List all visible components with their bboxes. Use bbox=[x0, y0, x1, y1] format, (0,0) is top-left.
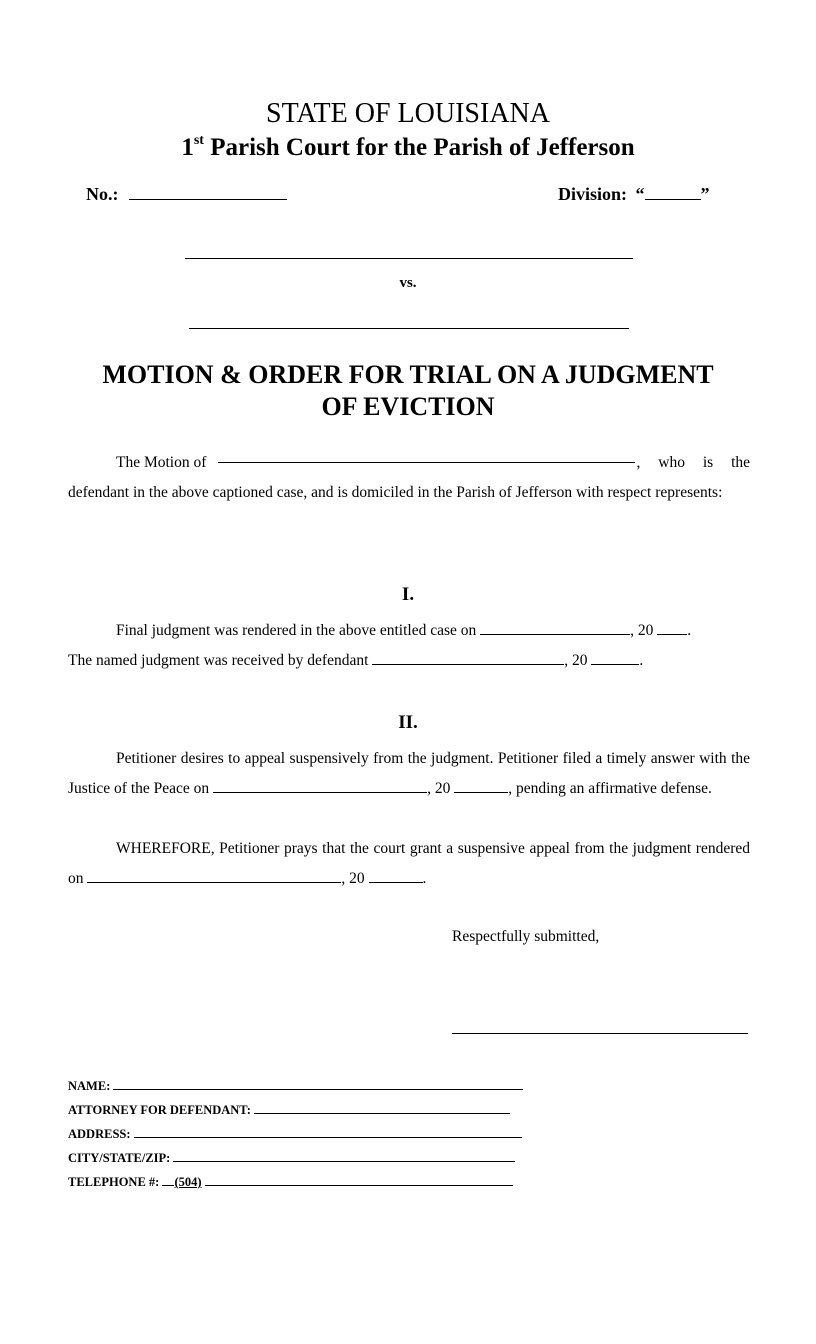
area-code: (504) bbox=[174, 1175, 202, 1189]
defendant-line[interactable] bbox=[189, 328, 629, 329]
plaintiff-line[interactable] bbox=[185, 258, 633, 259]
pending-text: , pending an affirmative defense. bbox=[508, 780, 712, 797]
case-number-field[interactable] bbox=[129, 185, 287, 200]
address-label: ADDRESS: bbox=[68, 1127, 131, 1141]
court-heading bbox=[0, 133, 816, 163]
case-number-label: No.: bbox=[86, 184, 119, 204]
respectfully-submitted: Respectfully submitted, bbox=[452, 928, 600, 945]
case-number-row bbox=[86, 183, 287, 205]
state-heading: STATE OF LOUISIANA bbox=[266, 98, 550, 129]
court-superscript: st bbox=[193, 133, 204, 148]
attorney-label: ATTORNEY FOR DEFENDANT: bbox=[68, 1103, 251, 1117]
attorney-info-block bbox=[68, 1074, 523, 1194]
division-row bbox=[558, 183, 710, 205]
court-name: Parish Court for the Parish of Jefferson bbox=[203, 134, 635, 161]
wherefore-text: WHEREFORE, Petitioner prays that the court grant a suspensive appeal from the judgment rendered on bbox=[68, 840, 750, 887]
judgment-year-field[interactable] bbox=[657, 622, 687, 635]
name-field[interactable] bbox=[113, 1079, 523, 1090]
telephone-label: TELEPHONE #: bbox=[68, 1175, 160, 1189]
attorney-row bbox=[68, 1098, 523, 1122]
desires-text: Petitioner desires to appeal suspensively from the judgment. Petitioner filed a timely answer with the Justice of the Peace on bbox=[68, 750, 750, 797]
period-b: . bbox=[639, 652, 644, 669]
name-label: NAME: bbox=[68, 1079, 111, 1093]
name-row bbox=[68, 1074, 523, 1098]
intro-paragraph bbox=[68, 448, 750, 508]
appeal-paragraph bbox=[68, 744, 750, 804]
telephone-row bbox=[68, 1170, 523, 1194]
wherefore-paragraph bbox=[68, 834, 750, 894]
attorney-field[interactable] bbox=[254, 1103, 510, 1114]
telephone-field[interactable] bbox=[205, 1175, 513, 1186]
answer-year-field[interactable] bbox=[454, 780, 508, 793]
year-prefix-b: , 20 bbox=[564, 652, 588, 669]
rendered-year-field[interactable] bbox=[369, 870, 423, 883]
city-row bbox=[68, 1146, 523, 1170]
court-ordinal: 1 bbox=[181, 134, 194, 161]
intro-rest: defendant in the above captioned case, and is domiciled in the Parish of Jefferson with respect represents: bbox=[68, 484, 723, 501]
received-year-field[interactable] bbox=[591, 652, 639, 665]
year-prefix-answer: , 20 bbox=[427, 780, 451, 797]
telephone-prefix-line bbox=[162, 1175, 174, 1186]
received-text: The named judgment was received by defendant bbox=[68, 652, 369, 669]
division-field[interactable] bbox=[645, 185, 701, 200]
final-judgment-text: Final judgment was rendered in the above entitled case on bbox=[116, 622, 477, 639]
judgment-date-field[interactable] bbox=[480, 622, 630, 635]
year-prefix-a: , 20 bbox=[630, 622, 654, 639]
division-label: Division: bbox=[558, 184, 628, 204]
document-title bbox=[0, 359, 816, 423]
year-prefix-w: , 20 bbox=[341, 870, 365, 887]
division-open-quote: “ bbox=[635, 184, 645, 204]
title-line-2: OF EVICTION bbox=[321, 392, 495, 421]
section-1-paragraph bbox=[68, 616, 750, 676]
motion-of-text: The Motion of bbox=[116, 454, 207, 471]
section-1-numeral: I. bbox=[401, 584, 415, 605]
address-field[interactable] bbox=[134, 1127, 522, 1138]
period-w: . bbox=[422, 870, 427, 887]
section-2-numeral: II. bbox=[398, 712, 418, 733]
who-is-the-text: , who is the bbox=[636, 454, 750, 471]
versus-label: vs. bbox=[399, 275, 417, 291]
signature-line[interactable] bbox=[452, 1033, 748, 1034]
answer-date-field[interactable] bbox=[213, 780, 427, 793]
period-a: . bbox=[687, 622, 692, 639]
city-label: CITY/STATE/ZIP: bbox=[68, 1151, 171, 1165]
movant-name-field[interactable] bbox=[218, 448, 634, 463]
address-row bbox=[68, 1122, 523, 1146]
division-close-quote: ” bbox=[700, 184, 710, 204]
received-date-field[interactable] bbox=[372, 652, 564, 665]
city-field[interactable] bbox=[173, 1151, 515, 1162]
title-line-1: MOTION & ORDER FOR TRIAL ON A JUDGMENT bbox=[102, 360, 714, 389]
rendered-date-field[interactable] bbox=[87, 870, 341, 883]
